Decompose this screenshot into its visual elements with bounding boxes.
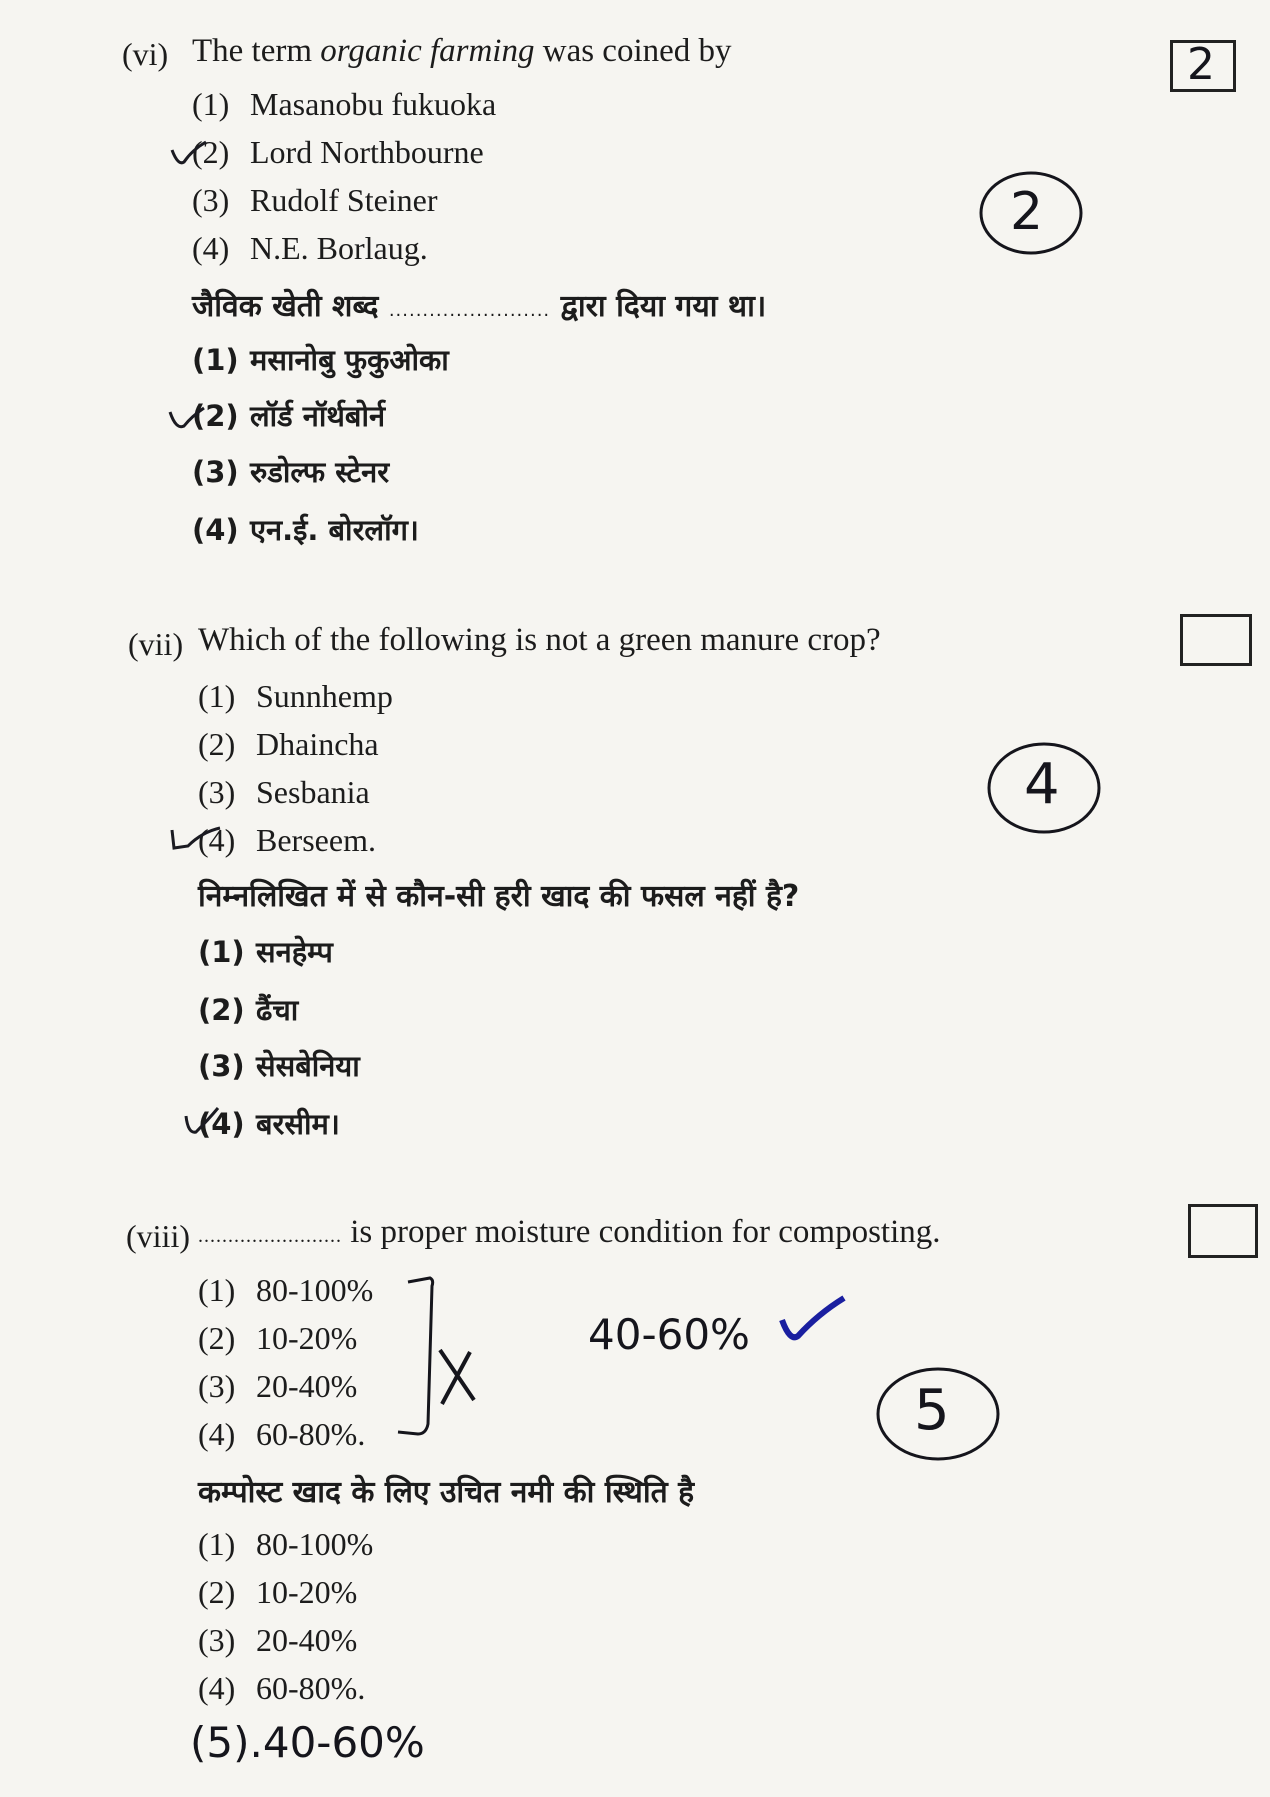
q7-hindi-option-1: [198, 932, 333, 971]
option-number: (1): [198, 678, 236, 714]
q7-option-3: [198, 774, 370, 811]
marks-box-vii: [1180, 614, 1252, 666]
q7-option-2: [198, 726, 379, 763]
question-vi-text: [192, 33, 732, 70]
option-text: Dhaincha: [256, 726, 379, 762]
option-number: (3): [198, 1368, 236, 1404]
q8-hindi-option-3: [198, 1622, 357, 1659]
option-text: 20-40%: [256, 1368, 358, 1404]
question-vi-text-after: was coined by: [534, 33, 732, 69]
hindi-text-after: द्वारा दिया गया था।: [560, 289, 767, 324]
option-text: Lord Northbourne: [250, 134, 484, 170]
checkmark-icon: [168, 826, 224, 856]
option-text: 60-80%.: [256, 1416, 366, 1452]
handwritten-answer-viii: 5: [914, 1378, 950, 1443]
q8-option-4: [198, 1416, 365, 1453]
question-vii-hindi: निम्नलिखित में से कौन-सी हरी खाद की फसल नहीं है?: [198, 879, 800, 914]
option-text: मसानोबु फुकुओका: [250, 343, 449, 377]
option-number: (1): [198, 935, 245, 969]
hindi-text-before: जैविक खेती शब्द: [192, 289, 379, 324]
option-text: रुडोल्फ स्टेनर: [250, 455, 390, 489]
q6-hindi-option-1: [192, 340, 449, 379]
option-text: 10-20%: [256, 1574, 358, 1610]
option-number: (4): [198, 822, 236, 858]
marks-box-viii: [1188, 1204, 1258, 1258]
option-text: ढैंचा: [256, 993, 299, 1027]
option-text: सेसबेनिया: [256, 1049, 360, 1083]
checkmark-icon: [182, 1104, 222, 1138]
q8-option-1: [198, 1272, 373, 1309]
option-number: (2): [198, 726, 236, 762]
q7-hindi-option-2: [198, 990, 298, 1029]
option-text: Berseem.: [256, 822, 376, 858]
q6-option-4: [192, 230, 428, 267]
option-number: (4): [198, 1670, 236, 1706]
option-text: 80-100%: [256, 1272, 374, 1308]
q8-option-2: [198, 1320, 357, 1357]
page-marker-box: [1170, 40, 1236, 92]
question-vi-number: (vi): [122, 36, 169, 72]
handwritten-added-option: (5).40-60%: [190, 1718, 425, 1767]
option-number: (3): [192, 455, 239, 489]
question-vi-hindi: [192, 284, 766, 325]
option-text: Sesbania: [256, 774, 370, 810]
option-text: 80-100%: [256, 1526, 374, 1562]
q6-option-2: [192, 134, 484, 171]
option-number: (1): [198, 1526, 236, 1562]
option-number: (4): [192, 513, 239, 547]
question-vi-emphasis: organic farming: [320, 33, 535, 69]
question-viii-text: [198, 1214, 941, 1251]
hindi-blank: ........................: [388, 300, 551, 321]
question-viii-hindi: कम्पोस्ट खाद के लिए उचित नमी की स्थिति है: [198, 1475, 695, 1510]
option-number: (3): [198, 1622, 236, 1658]
option-number: (4): [198, 1107, 245, 1141]
option-text: Masanobu fukuoka: [250, 86, 497, 122]
handwritten-answer-vii: 4: [1024, 752, 1060, 817]
q6-hindi-option-3: [192, 452, 389, 491]
option-number: (3): [192, 182, 230, 218]
q7-option-4: [198, 822, 376, 859]
checkmark-icon: [170, 140, 210, 170]
option-number: (2): [198, 1320, 236, 1356]
option-number: (2): [192, 399, 239, 433]
q7-option-1: [198, 678, 393, 715]
option-text: एन.ई. बोरलॉग।: [250, 513, 419, 547]
question-vii-text: Which of the following is not a green manure crop?: [198, 622, 881, 658]
q8-option-3: [198, 1368, 357, 1405]
handwritten-note: 40-60%: [588, 1310, 750, 1359]
option-number: (3): [198, 774, 236, 810]
option-text: सनहेम्प: [256, 935, 333, 969]
q6-hindi-option-2: [192, 396, 385, 435]
question-viii-blank: ........................: [198, 1225, 342, 1247]
option-text: N.E. Borlaug.: [250, 230, 428, 266]
handwritten-answer-vi: 2: [1010, 182, 1044, 242]
option-number: (1): [198, 1272, 236, 1308]
page-marker: 2: [1187, 39, 1215, 90]
bracket-cross-icon: [390, 1274, 480, 1444]
option-number: (2): [192, 134, 230, 170]
checkmark-icon: [778, 1296, 848, 1346]
question-vi-text-before: The term: [192, 33, 321, 69]
q6-option-3: [192, 182, 438, 219]
option-number: (3): [198, 1049, 245, 1083]
option-text: लॉर्ड नॉर्थबोर्न: [250, 399, 386, 433]
option-text: Rudolf Steiner: [250, 182, 438, 218]
option-number: (1): [192, 343, 239, 377]
option-number: (1): [192, 86, 230, 122]
option-number: (4): [192, 230, 230, 266]
checkmark-icon: [168, 404, 208, 434]
option-text: 10-20%: [256, 1320, 358, 1356]
question-viii-body: is proper moisture condition for composting.: [350, 1214, 941, 1250]
option-text: 60-80%.: [256, 1670, 366, 1706]
option-text: बरसीम।: [256, 1107, 340, 1141]
question-vii-number: (vii): [128, 626, 184, 662]
q8-hindi-option-1: [198, 1526, 373, 1563]
option-number: (4): [198, 1416, 236, 1452]
q8-hindi-option-4: [198, 1670, 365, 1707]
q6-hindi-option-4: [192, 510, 419, 549]
option-number: (2): [198, 993, 245, 1027]
q6-option-1: [192, 86, 496, 123]
q7-hindi-option-3: [198, 1046, 360, 1085]
q8-hindi-option-2: [198, 1574, 357, 1611]
option-number: (2): [198, 1574, 236, 1610]
option-text: Sunnhemp: [256, 678, 393, 714]
option-text: 20-40%: [256, 1622, 358, 1658]
question-viii-number: (viii): [126, 1218, 190, 1254]
